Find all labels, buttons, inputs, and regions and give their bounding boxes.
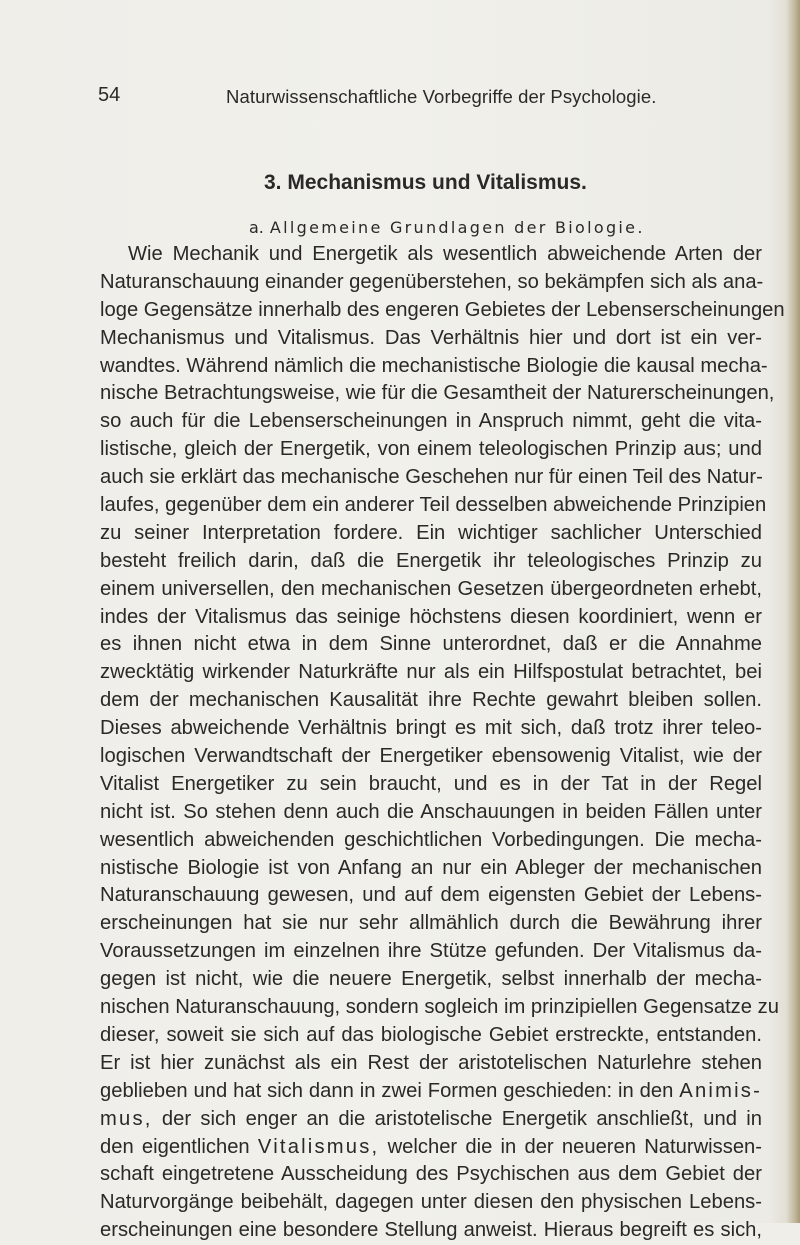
text-line: listische, gleich der Energetik, von einem teleologischen Prinzip aus; und xyxy=(100,438,762,461)
text-line: gegen ist nicht, wie die neuere Energetik, selbst innerhalb der mecha- xyxy=(100,968,762,991)
text-line: nicht ist. So stehen denn auch die Anschauungen in beiden Fällen unter xyxy=(100,800,762,823)
text-line xyxy=(100,1134,762,1162)
emphasized-term: Vitalismus, xyxy=(257,1135,380,1158)
text-line: zwecktätig wirkender Naturkräfte nur als ein Hilfspostulat betrachtet, bei xyxy=(100,661,762,684)
text-line: laufes, gegenüber dem ein anderer Teil desselben abweichende Prinzipien xyxy=(100,494,767,517)
subsection-heading xyxy=(249,218,645,237)
text-line: indes der Vitalismus das seinige höchstens diesen koordiniert, wenn er xyxy=(100,605,762,628)
text-line: so auch für die Lebenserscheinungen in Anspruch nimmt, geht die vita- xyxy=(100,410,762,433)
text-line: einem universellen, den mechanischen Gesetzen übergeordneten erhebt, xyxy=(100,577,762,600)
text-line: nischen Naturanschauung, sondern sogleich im prinzipiellen Gegensatze zu xyxy=(100,996,779,1019)
text-line: schaft eingetretene Ausscheidung des Psychischen aus dem Gebiet der xyxy=(100,1163,762,1186)
text-line: besteht freilich darin, daß die Energetik ihr teleologisches Prinzip zu xyxy=(100,549,762,572)
text-line xyxy=(100,1106,762,1134)
subsection-marker: a. xyxy=(249,218,264,237)
text-line: Er ist hier zunächst als ein Rest der aristotelischen Naturlehre stehen xyxy=(100,1051,762,1074)
text-line: loge Gegensätze innerhalb des engeren Gebietes der Lebenserscheinungen xyxy=(100,298,785,321)
text-line: es ihnen nicht etwa in dem Sinne unterordnet, daß er die Annahme xyxy=(100,633,762,656)
text-segment: geblieben und hat sich dann in zwei Formen geschieden: in den xyxy=(100,1079,674,1102)
section-heading: 3. Mechanismus und Vitalismus. xyxy=(264,171,587,194)
text-line: Voraussetzungen im einzelnen ihre Stütze gefunden. Der Vitalismus da- xyxy=(100,940,762,963)
body-text xyxy=(100,241,785,1245)
text-line: Wie Mechanik und Energetik als wesentlich abweichende Arten der xyxy=(128,243,762,265)
text-line: Naturanschauung einander gegenüberstehen, so bekämpfen sich als ana- xyxy=(100,270,764,293)
text-line: wandtes. Während nämlich die mechanistische Biologie die kausal mecha- xyxy=(100,354,768,377)
text-line: nistische Biologie ist von Anfang an nur ein Ableger der mechanischen xyxy=(100,856,762,879)
page-edge-shadow xyxy=(786,0,800,1223)
text-line: erscheinungen eine besondere Stellung anweist. Hieraus begreift es sich, xyxy=(100,1219,762,1242)
text-segment: welcher die in der neueren Naturwissen- xyxy=(387,1135,762,1158)
text-line: logischen Verwandtschaft der Energetiker ebensowenig Vitalist, wie der xyxy=(100,745,762,768)
text-line: zu seiner Interpretation fordere. Ein wichtiger sachlicher Unterschied xyxy=(100,521,762,544)
text-line: auch sie erklärt das mechanische Geschehen nur für einen Teil des Natur- xyxy=(100,466,763,489)
text-line: erscheinungen hat sie nur sehr allmählich durch die Bewährung ihrer xyxy=(100,912,762,935)
text-line: Dieses abweichende Verhältnis bringt es mit sich, daß trotz ihrer teleo- xyxy=(100,717,762,740)
running-title: Naturwissenschaftliche Vorbegriffe der Psychologie. xyxy=(226,86,657,107)
text-line: Naturanschauung gewesen, und auf dem eigensten Gebiet der Lebens- xyxy=(100,884,762,907)
text-segment: der sich enger an die aristotelische Energetik anschließt, und in xyxy=(161,1107,762,1130)
text-line: nische Betrachtungsweise, wie für die Gesamtheit der Naturerscheinungen, xyxy=(100,382,775,405)
text-line: dem der mechanischen Kausalität ihre Rechte gewahrt bleiben sollen. xyxy=(100,689,762,712)
subsection-title: Allgemeine Grundlagen der Biologie. xyxy=(269,218,645,237)
text-line: Mechanismus und Vitalismus. Das Verhältnis hier und dort ist ein ver- xyxy=(100,326,762,349)
text-line xyxy=(100,1078,762,1106)
emphasized-term: Animis- xyxy=(679,1079,762,1102)
text-line: wesentlich abweichenden geschichtlichen Vorbedingungen. Die mecha- xyxy=(100,828,762,851)
emphasized-term: mus, xyxy=(100,1107,153,1130)
page-number: 54 xyxy=(98,84,121,106)
text-segment: den eigentlichen xyxy=(100,1135,250,1158)
text-line: Naturvorgänge beibehält, dagegen unter diesen den physischen Lebens- xyxy=(100,1191,762,1214)
text-line: Vitalist Energetiker zu sein braucht, und es in der Tat in der Regel xyxy=(100,772,762,795)
text-line: dieser, soweit sie sich auf das biologische Gebiet erstreckte, entstanden. xyxy=(100,1023,762,1046)
